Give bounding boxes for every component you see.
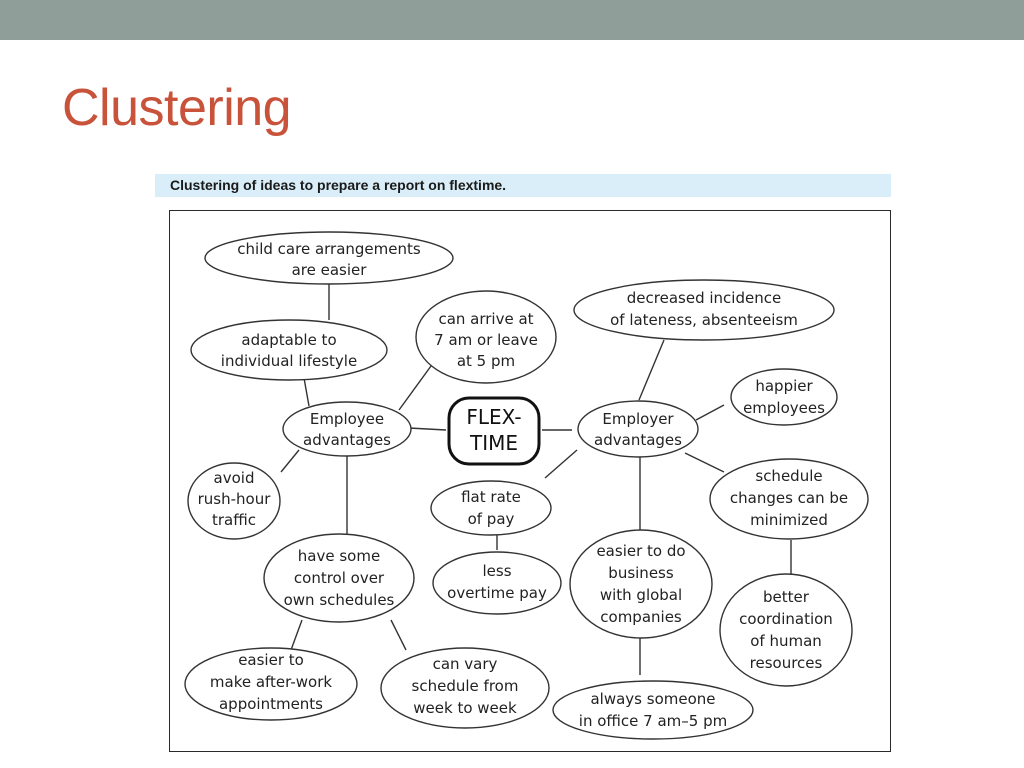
- connector-line: [696, 405, 724, 420]
- node-label: Employee: [309, 410, 385, 428]
- node-label: have some: [297, 547, 381, 565]
- connector-line: [399, 366, 431, 410]
- node-label: rush-hour: [197, 490, 271, 508]
- node-label: of human: [750, 632, 822, 650]
- connector-line: [639, 340, 664, 400]
- node-label: of pay: [467, 510, 515, 528]
- node-label: changes can be: [729, 489, 849, 507]
- node-label: coordination: [739, 610, 833, 628]
- center-label: FLEX-: [466, 405, 522, 429]
- connector-line: [281, 450, 299, 472]
- node-label: own schedules: [283, 591, 395, 609]
- node-label: schedule: [755, 467, 823, 485]
- node-label: flat rate: [461, 488, 521, 506]
- node-label: appointments: [218, 695, 324, 713]
- connector-line: [304, 378, 309, 406]
- node-label: control over: [293, 569, 385, 587]
- node-label: companies: [600, 608, 682, 626]
- node-label: less: [482, 562, 512, 580]
- node-label: decreased incidence: [626, 289, 782, 307]
- node-label: overtime pay: [447, 584, 547, 602]
- node-label: resources: [749, 654, 823, 672]
- node-label: individual lifestyle: [220, 352, 358, 370]
- node-label: employees: [743, 399, 825, 417]
- top-accent-bar: [0, 0, 1024, 40]
- node-label: make after-work: [209, 673, 333, 691]
- connector-line: [391, 620, 406, 650]
- node-label: 7 am or leave: [434, 331, 538, 349]
- node-label: easier to do: [596, 542, 686, 560]
- node-label: adaptable to: [241, 331, 337, 349]
- node-label: advantages: [594, 431, 682, 449]
- figure-caption: Clustering of ideas to prepare a report on flextime.: [170, 177, 507, 193]
- node-label: avoid: [213, 469, 255, 487]
- node-label: schedule from: [411, 677, 519, 695]
- node-label: Employer: [602, 410, 674, 428]
- connector-line: [545, 450, 577, 478]
- node-label: always someone: [590, 690, 716, 708]
- node-label: can vary: [432, 655, 498, 673]
- node-label: week to week: [413, 699, 517, 717]
- connector-line: [291, 620, 302, 650]
- node-label: business: [608, 564, 674, 582]
- node-ellipse: [191, 320, 387, 380]
- slide-title: Clustering: [62, 79, 292, 137]
- node-label: at 5 pm: [456, 352, 516, 370]
- node-label: can arrive at: [438, 310, 534, 328]
- center-label: TIME: [469, 431, 519, 455]
- node-label: better: [763, 588, 809, 606]
- node-label: in office 7 am–5 pm: [578, 712, 728, 730]
- node-label: happier: [755, 377, 813, 395]
- node-label: with global: [599, 586, 683, 604]
- node-label: minimized: [750, 511, 828, 529]
- node-label: of lateness, absenteeism: [610, 311, 798, 329]
- connector-line: [409, 428, 446, 430]
- connector-line: [685, 453, 724, 472]
- node-label: traffic: [212, 511, 256, 529]
- node-label: easier to: [238, 651, 304, 669]
- cluster-diagram: [169, 210, 891, 752]
- node-label: advantages: [303, 431, 391, 449]
- node-label: child care arrangements: [237, 240, 421, 258]
- node-label: are easier: [291, 261, 367, 279]
